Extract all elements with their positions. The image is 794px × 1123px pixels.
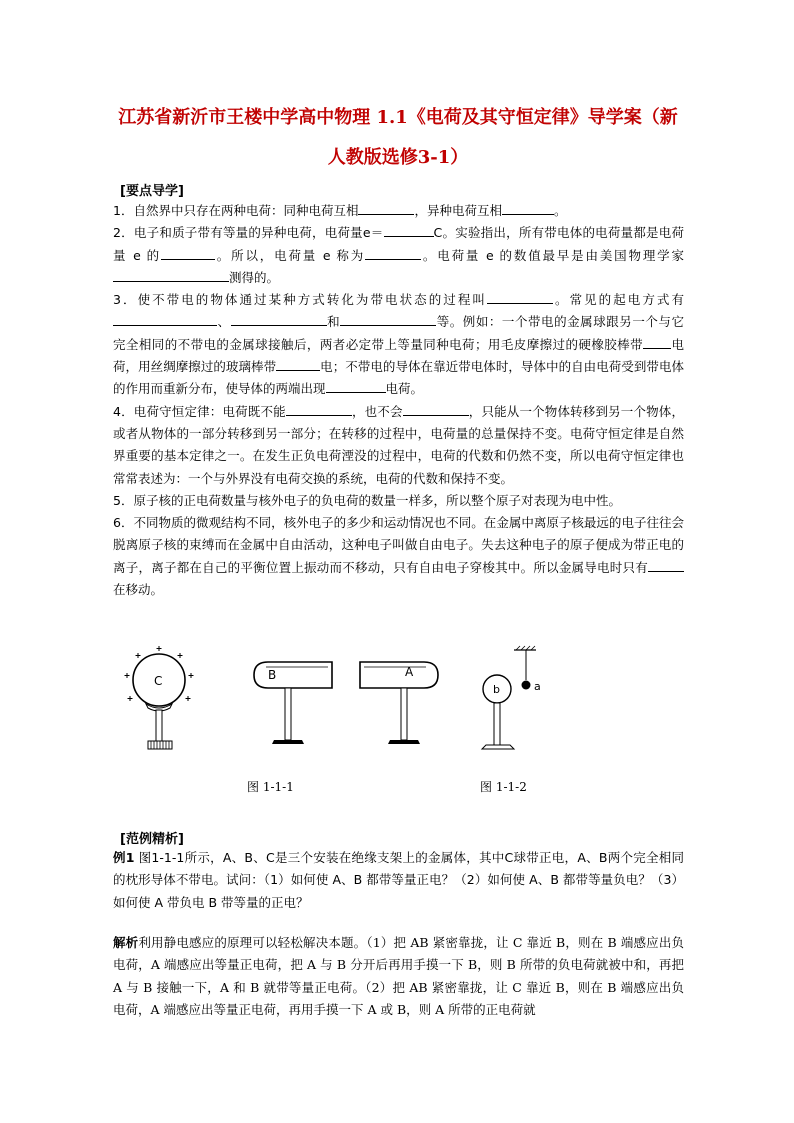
text: 6．不同物质的微观结构不同，核外电子的多少和运动情况也不同。在金属中离原子核最远的电子往往会脱离原子核的束缚而在金属中自由活动，这种电子叫做自由电子。失去这种电子的原子便成为带正电的离子，离子都在自己的平衡位置上振动而不移动，只有自由电子穿梭其中。所以金属导电时只有 [113, 515, 684, 575]
paragraph-1 [113, 200, 684, 222]
text: 电荷，用丝绸摩擦过的玻璃棒带 [113, 336, 684, 375]
text: 4．电荷守恒定律：电荷既不能 [113, 403, 286, 419]
text: 电荷。 [385, 381, 424, 397]
section-heading-key-points: [要点导学] [120, 184, 184, 199]
pillow-conductor-a [360, 662, 438, 744]
example-label: 例1 [113, 850, 135, 865]
text: 等。例如：一个带电的金属球跟另一个与它完全相同的不带电的金属球接触后，两者必定带上等量同种电荷；用毛皮摩擦过的硬橡胶棒带 [113, 314, 684, 352]
text: 2．电子和质子带有等量的异种电荷，电荷量e＝ [113, 225, 384, 241]
text: 。所以，电荷量 e 称为 [214, 247, 366, 263]
paragraph-3 [113, 289, 684, 400]
figure-caption-2: 图 1-1-2 [480, 780, 527, 794]
fill-blank[interactable] [648, 557, 684, 572]
document-title-line2: 人教版选修3-1） [327, 147, 469, 168]
text: ，异种电荷互相 [414, 203, 502, 218]
figure-electrostatic-setup [118, 638, 558, 758]
label-a: A [405, 665, 414, 679]
solution-1 [113, 932, 684, 1021]
text: 1．自然界中只存在两种电荷：同种电荷互相 [113, 203, 359, 218]
example-question [113, 847, 684, 914]
fill-blank[interactable] [365, 245, 421, 260]
fill-blank[interactable] [487, 289, 553, 304]
fill-blank[interactable] [340, 311, 436, 326]
pillow-conductor-b [254, 662, 332, 744]
text: 测得的。 [229, 269, 280, 285]
figure-ball-and-pendulum [482, 646, 541, 749]
text: 3．使不带电的物体通过某种方式转化为带电状态的过程叫 [113, 292, 487, 308]
paragraph-5: 5．原子核的正电荷数量与核外电子的负电荷的数量一样多，所以整个原子对表现为电中性。 [113, 492, 621, 508]
fill-blank[interactable] [231, 311, 327, 326]
fill-blank[interactable] [276, 356, 320, 371]
figure-caption-1: 图 1-1-1 [247, 780, 294, 794]
label-b: B [268, 668, 277, 682]
paragraph-4 [113, 401, 684, 490]
text: 利用静电感应的原理可以轻松解决本题。（1）把 AB 紧密靠拢，让 C 靠近 B，则在 B 端感应出负电荷，A 端感应出等量正电荷，把 A 与 B 分开后再用手摸一下 B，则 B 所带的负电荷就被中和，再把 A 与 B 接触一下，A 和 B 就带等量正电荷。（2）把 AB 紧密靠拢，让 C 靠近 B，则在 B 端感应出负电荷，A 端感应出等量正电荷，再用手摸一下 A 或 B，则 A 所带的正电荷就 [113, 935, 684, 1017]
fill-blank[interactable] [502, 200, 554, 215]
fill-blank[interactable] [286, 401, 352, 416]
fill-blank[interactable] [358, 200, 414, 215]
fill-blank[interactable] [161, 245, 215, 260]
section-heading-examples: [范例精析] [120, 832, 184, 847]
label-c: C [154, 674, 163, 688]
text: 。 [553, 203, 567, 218]
text: 在移动。 [113, 582, 164, 598]
text: 电；不带电的导体在靠近带电体时，导体中的自由电荷受到带电体的作用而重新分布，使导体的两端出现 [113, 359, 684, 397]
label-b-ball: b [493, 683, 500, 696]
charged-sphere-c [125, 646, 194, 749]
text: ，也不会 [351, 403, 403, 419]
fill-blank[interactable] [113, 311, 217, 326]
text: 。电荷量 e 的数值最早是由美国物理学家 [421, 247, 685, 263]
text: C。实验指出，所有带电体的电荷量都是电荷量 e 的 [113, 225, 684, 263]
paragraph-6 [113, 512, 684, 601]
fill-blank[interactable] [326, 378, 386, 393]
paragraph-2 [113, 222, 684, 289]
fill-blank[interactable] [384, 222, 434, 237]
example-1 [113, 847, 684, 914]
text: ，只能从一个物体转移到另一个物体，或者从物体的一部分转移到另一部分；在转移的过程中，电荷量的总量保持不变。电荷守恒定律是自然界重要的基本定律之一。在发生正负电荷湮没的过程中，电荷的代数和仍然不变，所以电荷守恒定律也常常表述为：一个与外界没有电荷交换的系统，电荷的代数和保持不变。 [113, 403, 684, 486]
text: 。常见的起电方式有 [552, 292, 684, 308]
label-a-ball: a [534, 680, 541, 693]
text: 图1-1-1所示，A、B、C是三个安装在绝缘支架上的金属体，其中C球带正电，A、B两个完全相同的枕形导体不带电。试问：（1）如何使 A、B 都带等量正电？（2）如何使 A、B 都带等量负电？（3）如何使 A 带负电 B 带等量的正电？ [113, 850, 684, 910]
fill-blank[interactable] [113, 267, 229, 282]
fill-blank[interactable] [403, 401, 469, 416]
fill-blank[interactable] [643, 334, 671, 349]
solution-label: 解析 [113, 935, 139, 950]
text: 和 [326, 314, 341, 330]
document-title-line1: 江苏省新沂市王楼中学高中物理 1.1《电荷及其守恒定律》导学案（新 [118, 107, 678, 128]
key-points-body [113, 200, 684, 601]
solution-text [113, 932, 684, 1021]
text: 、 [217, 314, 231, 330]
